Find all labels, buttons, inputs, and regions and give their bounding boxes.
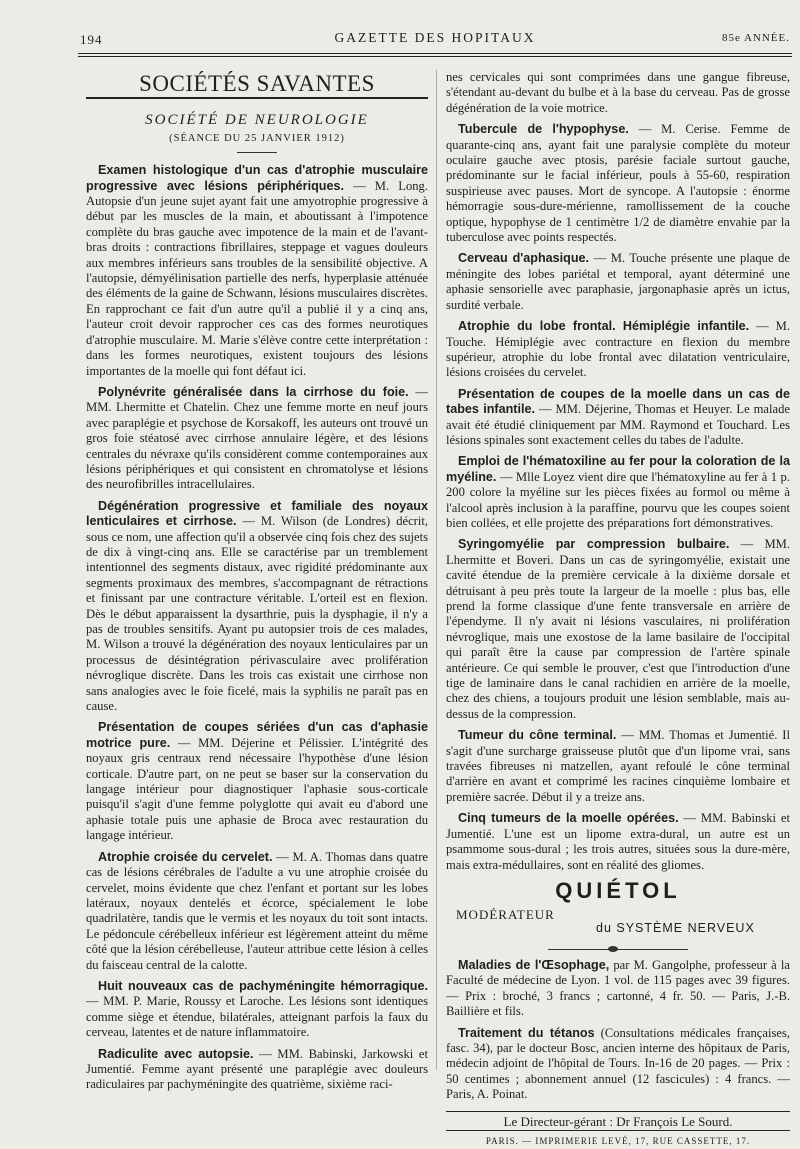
article-text [446,1026,790,1103]
session-date: (SÉANCE DU 25 JANVIER 1912) [169,132,345,144]
article-text [86,979,428,1041]
article-heading: Cerveau d'aphasique. [458,251,590,266]
article [446,537,790,722]
left-articles [86,163,428,1093]
page-header [80,30,790,54]
article-text [446,122,790,245]
article-body: — M. Wilson (de Londres) décrit, sous ce nom, une affection qu'il a observée cinq fois chez des sujets de dix à vingt-cinq ans. Elle se caractérise par un tremblement intentionnel des segments distaux, avec rigidité prédominante aux segments proximaux des membres, s'accompagnant de rétractions et finissant par une contracture véritable. L'orteil est en flexion. Dès le début apparaissent la dysarthrie, puis la dysphagie, il n'y a pas de troubles sensitifs. Ayant pu autopsier trois de ces malades, M. Wilson a trouvé la dégénération des noyaux lenticulaires par un processus de désintégration périvasculaire avec prolifération névroglique discrète. Dans les trois cas existait une cirrhose non sans analogies avec le foie ficelé, mais la syphilis ne paraît pas en cause. [86,514,429,714]
article-heading: Polynévrite généralisée dans la cirrhose du foie. [98,384,409,399]
article [446,387,790,449]
article [446,728,790,805]
advert-brand: QUIÉTOL [555,877,681,903]
article-text [446,537,790,722]
article-text [86,163,428,379]
section-title: SOCIÉTÉS SAVANTES [139,71,375,96]
article-text [86,850,428,973]
article-heading: Atrophie du lobe frontal. Hémiplégie infantile. [458,319,750,334]
article-text [446,251,790,313]
article [86,1047,428,1093]
article-text [446,454,790,531]
article-heading: Syringomyélie par compression bulbaire. [458,537,730,552]
article-heading: Cinq tumeurs de la moelle opérées. [458,811,679,826]
article [446,122,790,245]
article-body: — MM. Babinski et Jumentié. L'une est un lipome extra-dural, un autre est un psammome sous-dural ; les trois autres, situées sous la dure-mère, mais extra-médullaires, sont en réalité des gliomes. [446,811,790,872]
article-heading: Dégénération progressive et familiale des noyaux lenticulaires et cirrhose. [86,498,428,529]
article-text [86,1047,428,1093]
article-heading: Tumeur du cône terminal. [458,728,617,743]
article-body: — MM. Babinski, Jarkowski et Jumentié. Femme ayant présenté une paraplégie avec douleurs radiculaires par pachyméningite des quatrième, sixième raci- [86,1046,428,1092]
article-heading: Tubercule de l'hypophyse. [458,122,629,137]
article-heading: Radiculite avec autopsie. [98,1046,254,1061]
header-rule [78,53,792,54]
article-body: par M. Gangolphe, professeur à la Faculté de médecine de Lyon. 1 vol. de 115 pages avec 39 figures. — Prix : broché, 3 francs ; cartonné, 4 fr. 50. — Paris, J.-B. Baillière et fils. [446,957,790,1019]
article [86,385,428,493]
article [446,70,790,116]
article-text [446,958,790,1020]
article-heading: Atrophie croisée du cervelet. [98,849,273,864]
article-body: — M. Cerise. Femme de quarante-cinq ans, ayant fait une paralysie complète du moteur oculaire gauche avec ptosis, parésie faciale surtout gauche, prédominante sur le facial inférieur, pouls à 55-60, respiration suspirieuse avec pauses. Mort de syncope. A l'autopsie : énorme hémorragie sous-dure-mérienne, ramollissement de la couche optique, hypophyse de 1 centimètre 1/2 de diamètre envahie par la tuberculose avec points respectés. [446,122,790,245]
article-body: — MM. Lhermitte et Chatelin. Chez une femme morte en neuf jours avec paraplégie et psychose de Korsakoff, les auteurs ont trouvé un gros foie stéatosé avec cirrhose annulaire légère, et des lésions centrales du névraxe qu'ils considèrent comme contemporaines aux lésions périphériques et qui consistent en chromatolyse et lésions des neurofibrilles intracellulaires. [86,384,428,492]
article-text [86,720,428,843]
article-text [446,387,790,449]
header-rule-thin [78,56,792,57]
short-rule [237,152,277,153]
article [86,720,428,843]
article [446,454,790,531]
article [86,499,428,715]
article [446,1026,790,1103]
article-heading: Présentation de coupes sériées d'un cas d'aphasie motrice pure. [86,720,428,750]
article [446,319,790,381]
imprimerie: PARIS. — IMPRIMERIE LEVÉ, 17, RUE CASSETTE, 17. [446,1130,790,1149]
society-name: SOCIÉTÉ DE NEUROLOGIE [145,112,369,129]
article-body: (Consultations médicales françaises, fasc. 34), par le docteur Bosc, ancien interne des hôpitaux de Paris, médecin adjoint de l'hôpital de Tours. In-16 de 20 pages. — Prix : 50 centimes ; abonnement annuel (12 fascicules) : 4 francs. — Paris, A. Poinat. [446,1025,790,1102]
article-body: — M. A. Thomas dans quatre cas de lésions cérébrales de l'adulte a vu une atrophie croisée du cervelet, moins évidente que chez l'enfant et portant sur les lobes latéraux, noyaux dentelés et écorce, spécialement le lobe quadrilatère, tandis que le vermis et les noyaux du toit sont intacts. Le pédoncule cérébelleux inférieur est légèrement atteint du même côté que la lésion cérébelleuse, l'auteur attribue cette lésion à celles du faisceau central de la calotte. [86,849,428,972]
article-text [86,385,428,493]
article [86,979,428,1041]
article-body: — MM. Lhermitte et Boveri. Dans un cas de syringomyélie, existait une cavité étendue de la première cervicale à la dixième dorsale et détruisant à peu près toute la largeur de la moelle : plus bas, elle prend la forme classique d'une fente transversale en arrière de l'épendyme. Il n'y avait ni lésions vasculaires, ni prolifération névroglique, mais une exostose de la lame basilaire de l'occipital qui paraît être la cause par compression de l'artère spinale antérieure. Ce qui semble le prouver, c'est que l'introduction d'une tige de laminaire dans le canal rachidien en arrière de la moelle, chez des chiens, a toujours produit une lésion semblable, mais au-dessus de la compression. [446,537,790,721]
journal-title: GAZETTE DES HOPITAUX [334,30,536,45]
article [446,811,790,873]
article-body: — MM. P. Marie, Roussy et Laroche. Les lésions sont identiques comme siège et étendue, bilatérales, atteignant parfois la faux du cerveau, latentes et de nature inflammatoire. [86,994,428,1040]
bibliography [446,958,790,1103]
article-heading: Huit nouveaux cas de pachyméningite hémorragique. [98,978,428,993]
right-column [446,70,790,1149]
advert-moderateur: MODÉRATEUR [456,906,555,922]
article-heading: Emploi de l'hématoxiline au fer pour la coloration de la myéline. [446,454,790,484]
article-text [86,499,428,715]
decorative-rule [548,949,688,950]
article-body: — M. Touche présente une plaque de méningite des lobes pariétal et temporal, ayant déterminé une aphasie sensorielle avec paraphasie, jargonaphasie après un ictus, surdité verbale. [446,251,790,312]
left-column [86,70,428,1099]
article-text [446,319,790,381]
article-heading: Maladies de l'Œsophage, [458,957,610,972]
section-rule [86,97,428,99]
article [446,251,790,313]
directeur-gerant: Le Directeur-gérant : Dr François Le Sourd. [503,1113,733,1129]
article-text [446,811,790,873]
right-articles [446,70,790,873]
article-body: — MM. Déjerine, Thomas et Heuyer. Le malade avait été étudié cliniquement par MM. Raymond et Touchard. Les lésions spinales sont exactement celles du tabes de l'adulte. [446,402,790,447]
article-heading: Traitement du tétanos [458,1025,595,1040]
article [86,163,428,379]
column-separator [436,70,437,1070]
quietol-advert [446,877,790,943]
page-number: 194 [80,32,103,47]
article-heading: Examen histologique d'un cas d'atrophie musculaire progressive avec lésions périphériques. [86,163,428,193]
article [446,958,790,1020]
advert-systeme: du SYSTÈME NERVEUX [596,920,755,935]
year-label: 85e ANNÉE. [721,32,790,44]
article-body: — M. Touche. Hémiplégie avec contracture en flexion du membre supérieur, atrophie du lobe frontal avec dilatation ventriculaire, lésions croisées du cervelet. [446,319,790,380]
article-body: — M. Long. Autopsie d'un jeune sujet ayant fait une amyotrophie progressive à début par les muscles de la main, et aboutissant à l'impotence complète du bras gauche avec impotence de la main et de l'avant-bras droits : contractions fibrillaires, steppage et vagues douleurs aux membres inférieurs sans troubles de la sensibilité objective. A l'autopsie, démyélinisation partielle des nerfs, hyperplasie atténuée des éléments de la gaine de Schwann, lésions musculaires discrètes. En rapprochant ce fait d'un autre qu'il a publié il y a cinq ans, l'auteur croit devoir rapprocher ces cas des formes neurotiques d'atrophie musculaire. M. Marie s'élève contre cette interprétation : dans les formes neurotiques, existent toujours des lésions importantes de la moelle qui font défaut ici. [86,178,428,378]
article-heading: Présentation de coupes de la moelle dans un cas de tabes infantile. [446,386,790,417]
article [86,850,428,973]
article-text [446,70,790,116]
article-text [446,728,790,805]
article-body: nes cervicales qui sont comprimées dans une gangue fibreuse, s'étendant au-devant du bulbe et à la base du cerveau. Pas de grosse dégénération de la voie motrice. [446,70,790,115]
article-body: — Mlle Loyez vient dire que l'hématoxyline au fer à 1 p. 200 colore la myéline sur les pièces fixées au formol ou même à l'alcool après inclusion à la paraffine, pourvu que les coupes soient bien collées, et elle projette des préparations fort démonstratives. [446,469,790,530]
article-body: — MM. Thomas et Jumentié. Il s'agit d'une surcharge graisseuse plutôt que d'un lipome vrai, sans travées fibreuses ni matzellen, ayant refoulé le cône terminal d'arrière en avant et comprimé les racines cinquième lombaire et première sacrée. Début il y a treize ans. [446,728,790,804]
article-body: — MM. Déjerine et Pélissier. L'intégrité des noyaux gris centraux rend nécessaire l'hypothèse d'une lésion corticale. D'autre part, on ne peut se baser sur la conservation du langage intérieur pour diagnostiquer l'aphasie sous-corticale puisqu'il s'agit d'une femme polyglotte qui avait eu d'abord une aphasie totale puis une aphasie de Broca avec restauration du langage intérieur. [86,735,428,843]
